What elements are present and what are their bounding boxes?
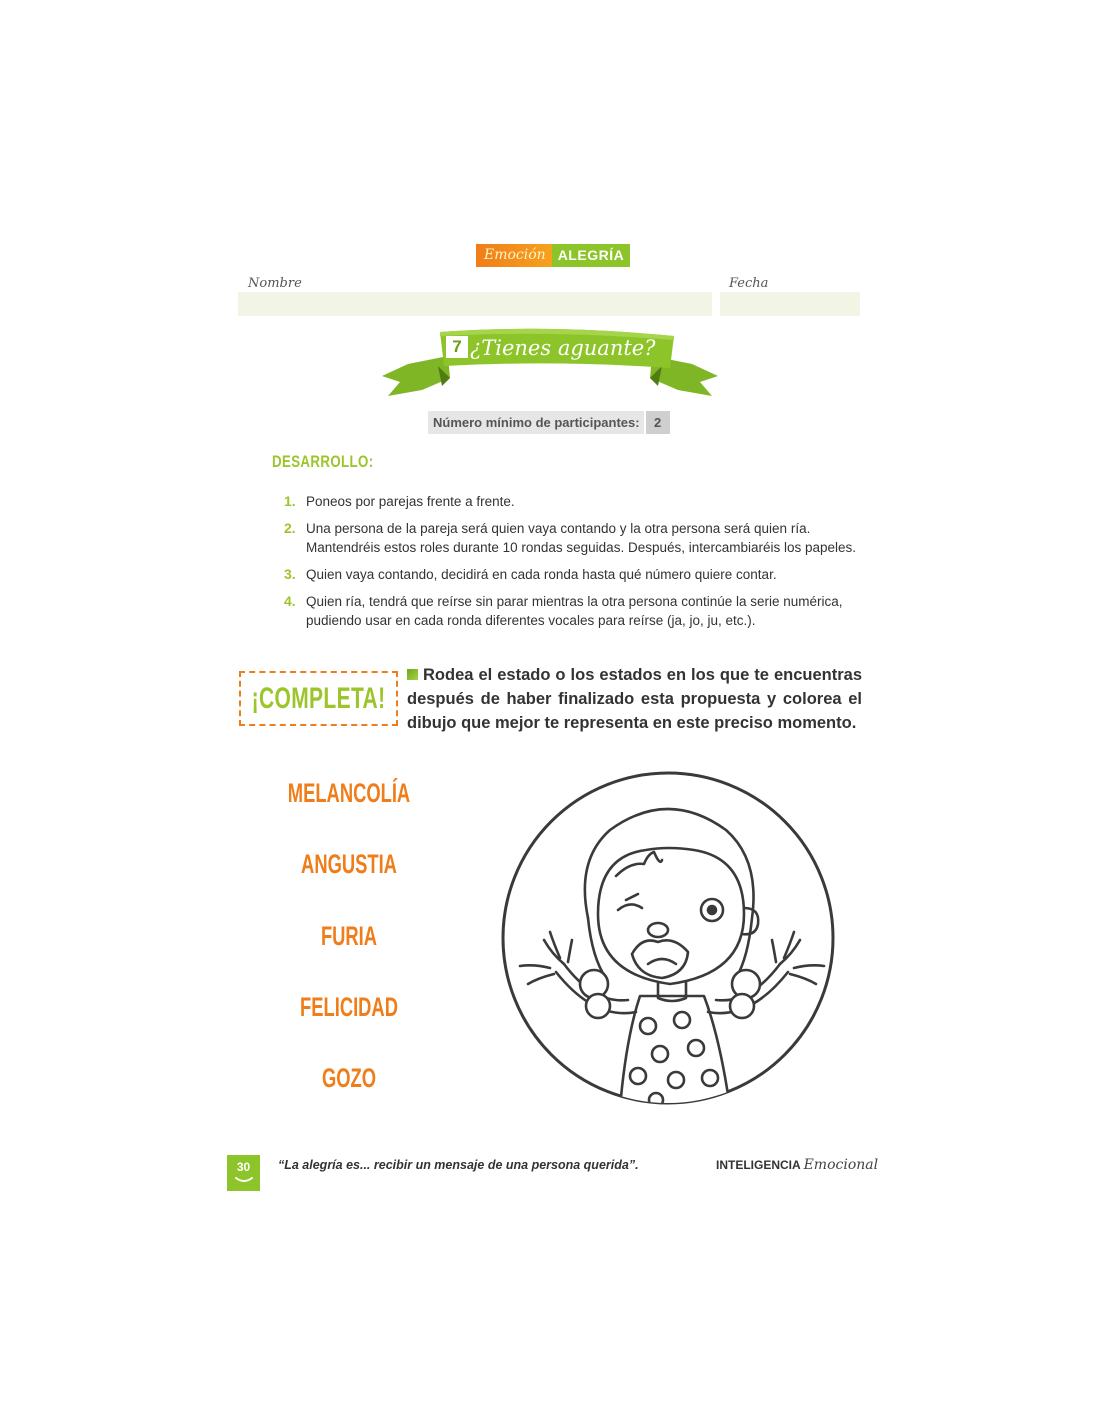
step-number: 3.: [284, 566, 296, 582]
footer-quote: “La alegría es... recibir un mensaje de una persona querida”.: [278, 1158, 639, 1172]
emotion-value: ALEGRÍA: [552, 244, 631, 267]
list-item: [284, 519, 862, 557]
footer-brand-main: INTELIGENCIA: [716, 1158, 801, 1172]
emotion-option-furia[interactable]: FURIA: [320, 921, 378, 951]
date-label: Fecha: [729, 276, 769, 291]
activity-title: ¿Tienes aguante?: [470, 336, 656, 360]
instruction-text: Rodea el estado o los estados en los que te encuentras después de haber finalizado esta propuesta y colorea el dibujo que mejor te representa en este preciso momento.: [407, 666, 862, 732]
emotion-option-angustia[interactable]: ANGUSTIA: [301, 849, 397, 879]
name-label: Nombre: [248, 276, 302, 291]
step-text: Una persona de la pareja será quien vaya contando y la otra persona será quien ría. Mantendréis estos roles durante 10 rondas seguidas. Después, intercambiaréis los papeles.: [306, 521, 857, 555]
step-text: Quien ría, tendrá que reírse sin parar mientras la otra persona continúe la serie numérica, pudiendo usar en cada ronda diferentes vocales para reírse (ja, jo, ju, etc.).: [306, 594, 843, 628]
list-item: [284, 492, 862, 511]
participants-value: 2: [646, 411, 670, 434]
step-number: 4.: [284, 593, 296, 609]
footer-brand-emphasis: Emocional: [803, 1157, 879, 1173]
step-number: 2.: [284, 520, 296, 536]
development-heading: DESARROLLO:: [272, 452, 374, 471]
name-field[interactable]: [238, 292, 712, 316]
list-item: [284, 592, 862, 630]
page-number: 30: [236, 1160, 251, 1174]
page-number-badge: [227, 1155, 260, 1191]
square-bullet-icon: [407, 669, 418, 680]
emotion-option-felicidad[interactable]: FELICIDAD: [300, 992, 398, 1022]
complete-badge: [239, 671, 398, 726]
steps-list: [284, 492, 862, 638]
emotion-badge: [476, 244, 623, 267]
step-text: Poneos por parejas frente a frente.: [306, 494, 515, 509]
girl-coloring-drawing[interactable]: [498, 768, 838, 1108]
emotion-option-melancolia[interactable]: MELANCOLÍA: [287, 778, 411, 808]
list-item: [284, 565, 862, 584]
participants-label: Número mínimo de participantes:: [428, 411, 644, 434]
footer-brand: [716, 1157, 878, 1173]
step-number: 1.: [284, 493, 296, 509]
activity-number: 7: [446, 336, 468, 358]
smile-icon: [234, 1176, 254, 1184]
step-text: Quien vaya contando, decidirá en cada ronda hasta qué número quiere contar.: [306, 567, 777, 582]
complete-instruction: [407, 663, 862, 735]
complete-badge-text: ¡COMPLETA!: [251, 681, 386, 715]
emotion-option-gozo[interactable]: GOZO: [321, 1063, 377, 1093]
participants-bar: [428, 411, 670, 434]
date-field[interactable]: [720, 292, 860, 316]
emotion-label: Emoción: [476, 244, 552, 267]
